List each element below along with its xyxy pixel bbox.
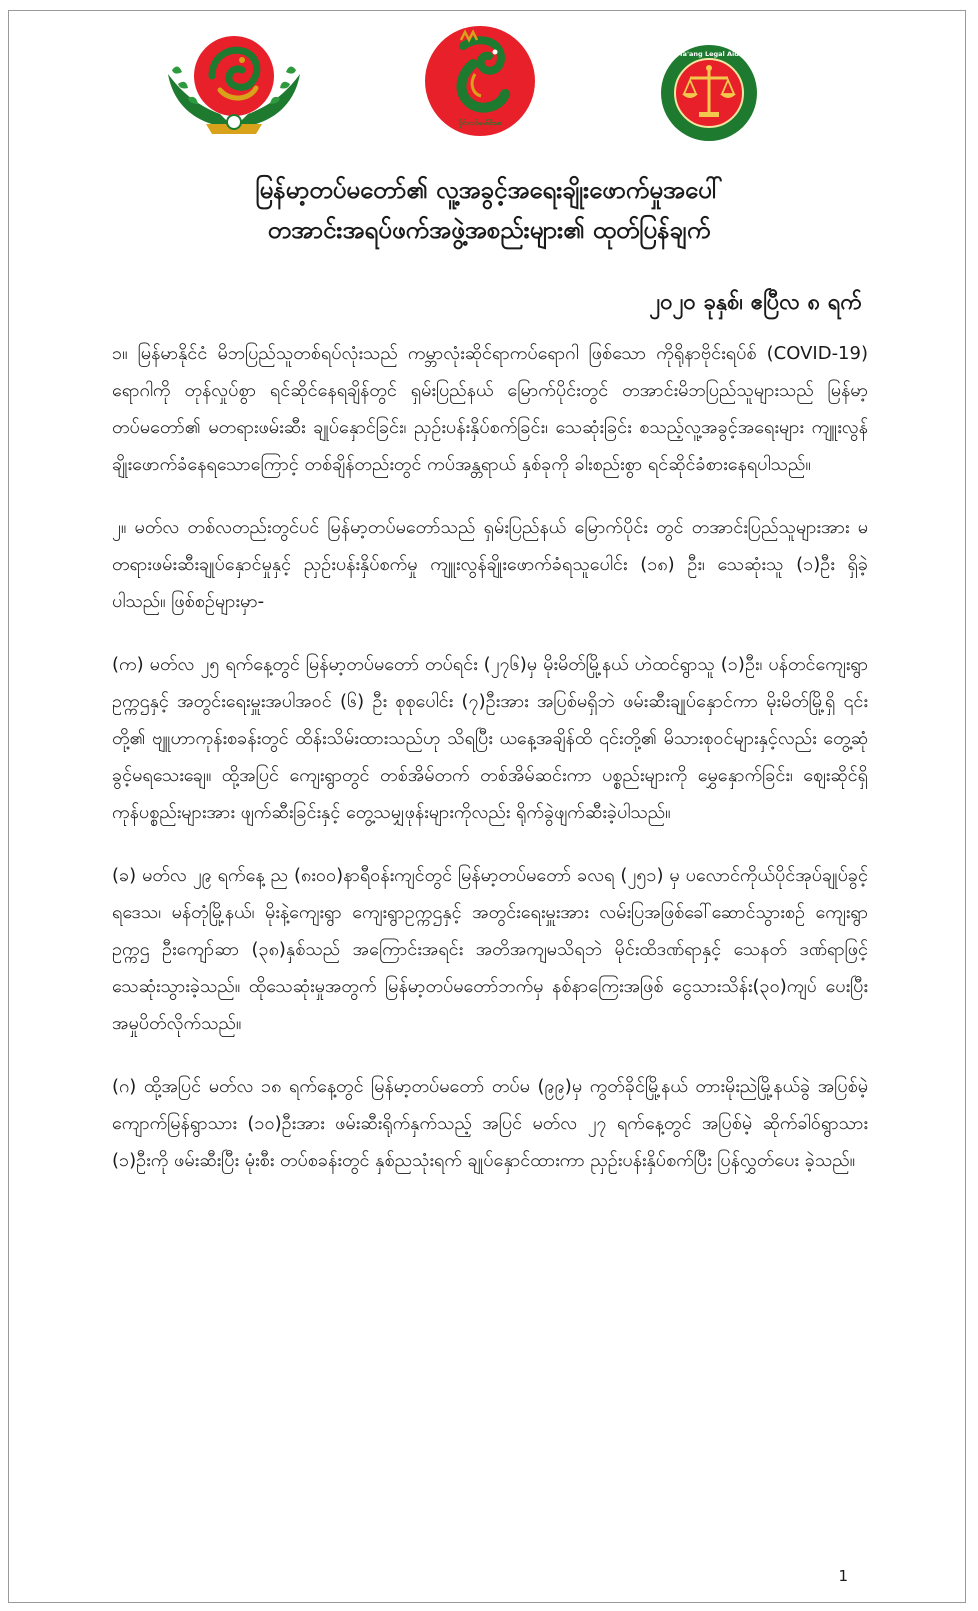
tatmadaw-emblem-logo xyxy=(160,30,308,140)
logo-row xyxy=(0,24,978,154)
document-body xyxy=(112,335,868,1205)
title-line-2: တအာင်းအရပ်ဖက်အဖွဲ့အစည်းများ၏ ထုတ်ပြန်ချက် xyxy=(267,216,711,244)
document-date: ၂၀၂၀ ခုနှစ်၊ ဧပြီလ ၈ ရက် xyxy=(649,290,862,315)
justice-scales-logo xyxy=(660,44,758,142)
paragraph-kha: (ခ) မတ်လ ၂၉ ရက်နေ့ ည (၈း၀၀)နာရီဝန်းကျင်တွင် မြန်မာ့တပ်မတော် ခလရ (၂၅၁) မှ ပလောင်ကိုယ်ပိုင်အုပ်ချုပ်ခွင့်ရဒေသ၊ မန်တုံမြို့နယ်၊ မိုးနဲ့ကျေးရွာ ကျေးရွာဥက္ကဌနှင့် အတွင်းရေးမှူးအား လမ်းပြအဖြစ်ခေါ်ဆောင်သွားစဉ် ကျေးရွာဥက္ကဌ ဦးကျော်ဆာ (၃၈)နှစ်သည် အကြောင်းအရင်း အတိအကျမသိရဘဲ မိုင်းထိဒဏ်ရာနှင့် သေနတ် ဒဏ်ရာဖြင့် သေဆုံးသွားခဲ့သည်။ ထိုသေဆုံးမှုအတွက် မြန်မာ့တပ်မတော်ဘက်မှ နစ်နာကြေးအဖြစ် ငွေသားသိန်း(၃၀)ကျပ် ပေးပြီး အမှုပိတ်လိုက်သည်။ xyxy=(112,865,868,1034)
paragraph-1: ၁။ မြန်မာနိုင်ငံ မိဘပြည်သူတစ်ရပ်လုံးသည် ကမ္ဘာလုံးဆိုင်ရာကပ်ရောဂါ ဖြစ်သော ကိုရိုနာဗိုင်းရပ်စ် (COVID-19) ရောဂါကို တုန်လှုပ်စွာ ရင်ဆိုင်နေရချိန်တွင် ရှမ်းပြည်နယ် မြောက်ပိုင်းတွင် တအာင်းမိဘပြည်သူများသည် မြန်မာ့တပ်မတော်၏ မတရားဖမ်းဆီး ချုပ်နှောင်ခြင်း၊ ညှဉ်းပန်းနှိပ်စက်ခြင်း၊ သေဆုံးခြင်း စသည့်လူ့အခွင့်အရေးများ ကျူးလွန် ချိုးဖောက်ခံနေရသောကြောင့် တစ်ချိန်တည်းတွင် ကပ်အန္တရာယ် နှစ်ခုကို ခါးစည်းစွာ ရင်ဆိုင်ခံစားနေရပါသည်။ xyxy=(112,343,868,475)
title-line-1: မြန်မာ့တပ်မတော်၏ လူ့အခွင့်အရေးချိုးဖောက်မှုအပေါ် xyxy=(255,176,723,204)
document-heading xyxy=(0,170,978,250)
naga-emblem-logo xyxy=(423,24,537,138)
middle-logo-caption: ဝိုင်းလဝ်မော်ငိုးမာ xyxy=(458,119,502,127)
right-logo-caption: Ta'ang Legal Aid xyxy=(679,50,739,58)
paragraph-2: ၂။ မတ်လ တစ်လတည်းတွင်ပင် မြန်မာ့တပ်မတော်သည် ရှမ်းပြည်နယ် မြောက်ပိုင်း တွင် တအာင်းပြည်သူများအား မတရားဖမ်းဆီးချုပ်နှောင်မှုနှင့် ညှဉ်းပန်းနှိပ်စက်မှု ကျူးလွန်ချိုးဖောက်ခံရသူပေါင်း (၁၈) ဦး၊ သေဆုံးသူ (၁)ဦး ရှိခဲ့ပါသည်။ ဖြစ်စဉ်များမှာ- xyxy=(112,517,868,612)
paragraph-ka: (က) မတ်လ ၂၅ ရက်နေ့တွင် မြန်မာ့တပ်မတော် တပ်ရင်း (၂၇၆)မှ မိုးမိတ်မြို့နယ် ဟဲထင်ရွာသူ (၁)ဦး၊ ပန်တင်ကျေးရွာ ဥက္ကဌနှင့် အတွင်းရေးမှူးအပါအဝင် (၆) ဦး စုစုပေါင်း (၇)ဦးအား အပြစ်မရှိဘဲ ဖမ်းဆီးချုပ်နှောင်ကာ မိုးမိတ်မြို့ရှိ ၎င်းတို့၏ ဗျူဟာကုန်းစခန်းတွင် ထိန်းသိမ်းထားသည်ဟု သိရပြီး ယနေ့အချိန်ထိ ၎င်းတို့၏ မိသားစုဝင်များနှင့်လည်း တွေ့ဆုံခွင့်မရသေးချေ။ ထို့အပြင် ကျေးရွာတွင် တစ်အိမ်တက် တစ်အိမ်ဆင်းကာ ပစ္စည်းများကို မွှေနှောက်ခြင်း၊ ဈေးဆိုင်ရှိ ကုန်ပစ္စည်းများအား ဖျက်ဆီးခြင်းနှင့် တွေ့သမျှဖုန်းများကိုလည်း ရိုက်ခွဲဖျက်ဆီးခဲ့ပါသည်။ xyxy=(112,654,868,823)
page-number: 1 xyxy=(838,1567,848,1585)
paragraph-ga: (ဂ) ထို့အပြင် မတ်လ ၁၈ ရက်နေ့တွင် မြန်မာ့တပ်မတော် တပ်မ (၉၉)မှ ကွတ်ခိုင်မြို့နယ် တားမိုးညဲမြို့နယ်ခွဲ အပြစ်မဲ့ ကျောက်မြန်ရွာသား (၁၀)ဦးအား ဖမ်းဆီးရိုက်နှက်သည့် အပြင် မတ်လ ၂၇ ရက်နေ့တွင် အပြစ်မဲ့ ဆိုက်ခါဝ်ရွာသား (၁)ဦးကို ဖမ်းဆီးပြီး မုံးစီး တပ်စခန်းတွင် နှစ်ညသုံးရက် ချုပ်နှောင်ထားကာ ညှဉ်းပန်းနှိပ်စက်ပြီး ပြန်လွှတ်ပေး ခဲ့သည်။ xyxy=(112,1076,868,1171)
